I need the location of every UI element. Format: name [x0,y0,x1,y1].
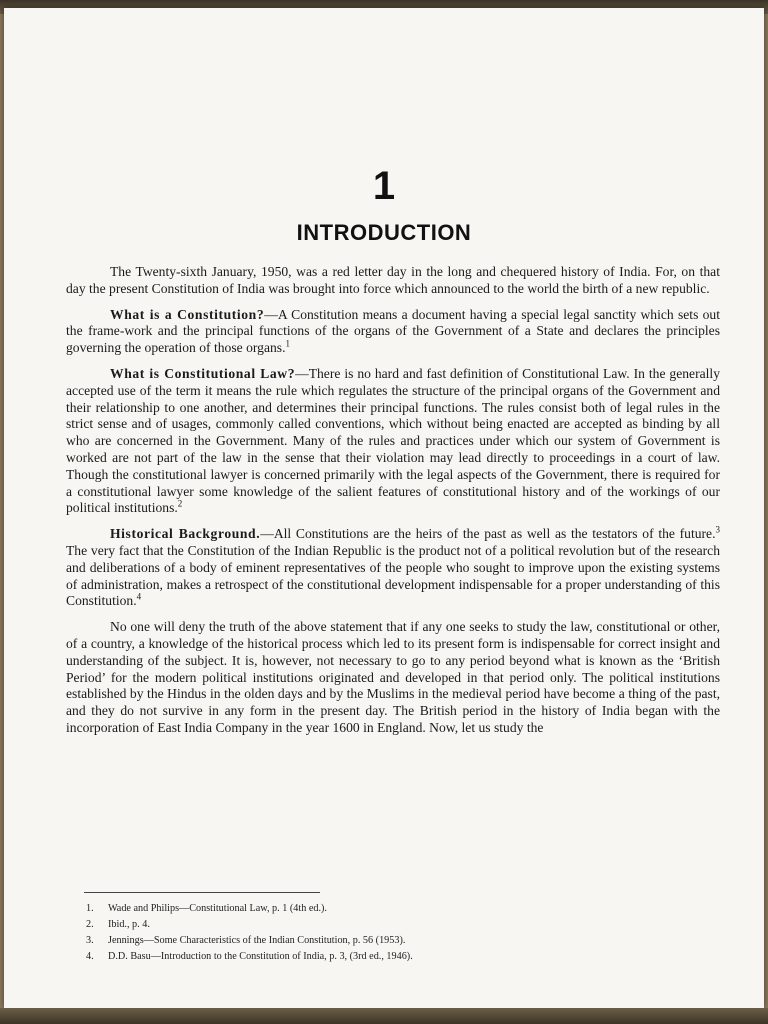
paragraph-constitutional-law: What is Constitutional Law?—There is no hard and fast definition of Constitutional Law. In the generally accepted use of the term it means the rule which regulates the structure of the principal organs of the Government and their relationship to one another, and determines their principal functions. The rules consist both of legal rules in the strict sense and of usages, commonly called conventions, which without being enacted are accepted as binding by all who are concerned in the Government. Many of the rules and practices under which our system of Government is worked are not part of the law in the sense that their violation may lead directly to proceedings in a court of law. Though the constitutional lawyer is concerned primarily with the legal aspects of the Government, there is required for a constitutional lawyer some knowledge of the salient features of constitutional history and of the workings of our political institutions.$^2$ [66,365,720,516]
footnote-ref: 1 [285,338,290,349]
paragraph-historical-background: Historical Background.—All Constitutions are the heirs of the past as well as the testators of the future.$^3$ The very fact that the Constitution of the Indian Republic is the product not of a political revolution but of the research and deliberations of a body of eminent representatives of the people who sought to improve upon the existing systems of administration, makes a retrospect of the constitutional development indispensable for a proper understanding of this Constitution.$^4$ [66,524,720,609]
footnote-ref: 3 [715,524,720,535]
footnote-divider [84,892,320,893]
footnote-item: 2. Ibid., p. 4. [86,919,150,930]
paragraph-what-is-constitution: What is a Constitution?—A Constitution means a document having a special legal sanctity which sets out the frame-work and the principal functions of the organs of the Government of a State and declares the principles governing the operation of those organs.$^1$ [66,306,720,356]
paragraph-intro: The Twenty-sixth January, 1950, was a red letter day in the long and chequered history of India. For, on that day the present Constitution of India was brought into force which announced to the world the birth of a new republic. [66,264,720,296]
footnote-item: 3. Jennings—Some Characteristics of the Indian Constitution, p. 56 (1953). [86,935,406,946]
paragraph-continuation: No one will deny the truth of the above statement that if any one seeks to study the law, constitutional or other, of a country, a knowledge of the historical process which led to its present form is indispensable for correct insight and understanding of the subject. It is, however, not necessary to go to any period beyond what is known as the ‘British Period’ for the modern political institutions originated and developed in that period only. The political institutions established by the Hindus in the olden days and by the Muslims in the medieval period have become a thing of the past, and they do not survive in any form in the present day. The British period in the history of India began with the incorporation of East India Company in the year 1600 in England. Now, let us study the [66,619,720,735]
chapter-title: INTRODUCTION [296,220,472,245]
footnote-ref: 2 [177,498,183,509]
footnote-ref: 4 [136,591,142,602]
footnotes [86,901,686,965]
footnote-item: 4. D.D. Basu—Introduction to the Constitution of India, p. 3, (3rd ed., 1946). [86,951,413,962]
body-text [66,264,720,746]
photo-background-bottom [0,1008,768,1024]
paragraph-heading: What is Constitutional Law? [110,365,296,381]
footnote-item: 1. Wade and Philips—Constitutional Law, p. 1 (4th ed.). [86,903,327,914]
chapter-number: 1 [372,164,396,208]
paragraph-heading: What is a Constitution? [110,306,265,322]
book-page [4,8,764,1008]
paragraph-heading: Historical Background. [110,526,261,542]
